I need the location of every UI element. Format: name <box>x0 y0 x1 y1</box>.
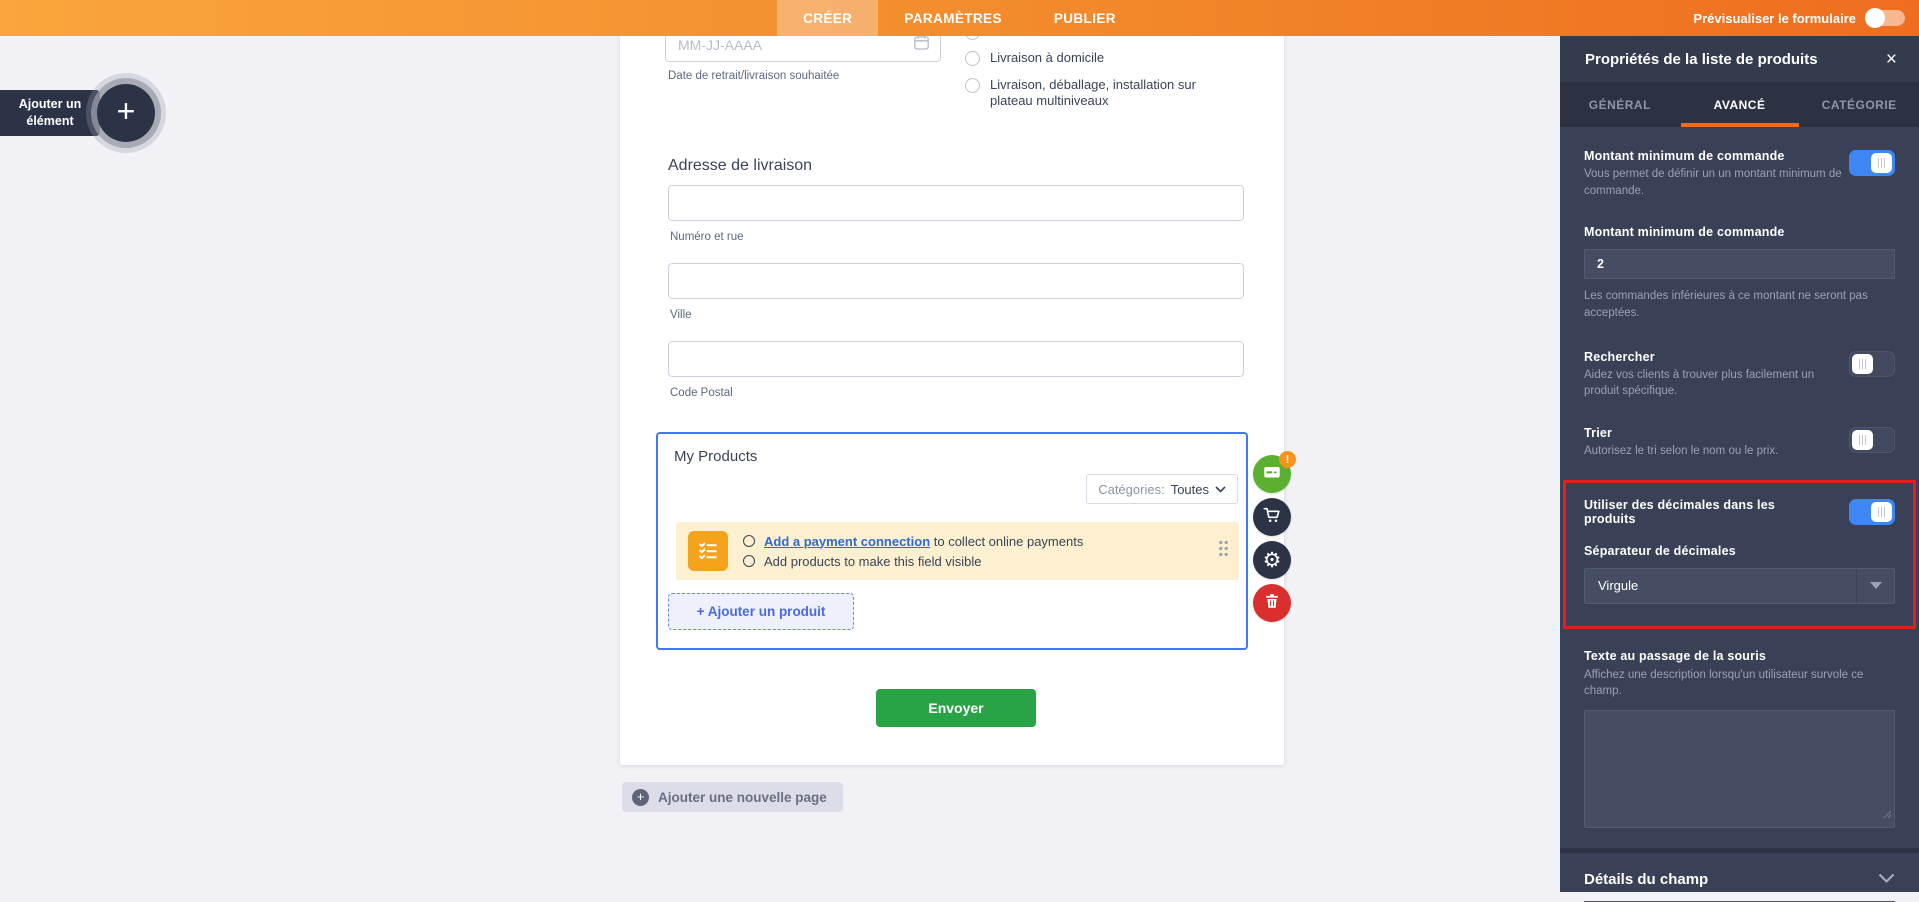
delete-button[interactable] <box>1253 584 1291 622</box>
chevron-down-icon <box>1878 870 1895 888</box>
submit-button[interactable]: Envoyer <box>876 689 1036 727</box>
preview-form-control <box>1693 0 1907 36</box>
resize-handle-icon[interactable] <box>1883 806 1892 824</box>
search-toggle[interactable] <box>1849 351 1895 377</box>
trash-icon <box>1263 592 1281 615</box>
warning-line-1-rest: to collect online payments <box>930 533 1084 549</box>
warning-line-2: Add products to make this field visible <box>764 553 982 569</box>
delivery-options-group <box>965 24 1223 119</box>
min-order-amount-label: Montant minimum de commande <box>1584 225 1785 240</box>
product-list-icon <box>688 531 728 571</box>
sort-toggle-label: Trier <box>1584 426 1613 441</box>
add-new-page-button[interactable] <box>622 782 843 812</box>
add-payment-connection-link[interactable]: Add a payment connection <box>764 533 931 549</box>
tab-parametres[interactable]: PARAMÈTRES <box>904 10 1002 26</box>
decimals-toggle-label: Utiliser des décimales dans les produits <box>1584 497 1776 526</box>
min-order-amount-input[interactable]: 2 <box>1584 249 1895 279</box>
topbar <box>0 0 1919 36</box>
cart-icon <box>1262 505 1282 530</box>
date-placeholder: MM-JJ-AAAA <box>678 37 762 53</box>
tab-categorie[interactable]: CATÉGORIE <box>1821 97 1897 112</box>
sort-toggle-description: Autorisez le tri selon le nom ou le prix. <box>1584 445 1779 458</box>
product-list-title: My Products <box>674 448 758 465</box>
tab-publier[interactable]: PUBLIER <box>1053 10 1116 26</box>
calendar-icon <box>913 34 930 56</box>
radio-option[interactable] <box>965 77 1223 110</box>
street-sublabel: Numéro et rue <box>670 231 744 243</box>
tab-avance[interactable]: AVANCÉ <box>1680 82 1800 127</box>
payment-warning-banner <box>676 522 1239 580</box>
warning-badge: ! <box>1279 451 1296 468</box>
form-canvas <box>620 28 1284 765</box>
payment-card-icon <box>1262 462 1282 487</box>
min-order-amount-section <box>1584 225 1895 321</box>
preview-form-label: Prévisualiser le formulaire <box>1693 10 1856 26</box>
chevron-down-icon <box>1215 480 1226 498</box>
add-product-button[interactable]: + Ajouter un produit <box>668 593 854 630</box>
radio-label: Livraison, déballage, installation sur plateau multiniveaux <box>990 76 1196 108</box>
sort-toggle-section <box>1584 426 1895 460</box>
radio-option[interactable] <box>965 50 1223 66</box>
add-element-label: Ajouter un élément <box>0 90 100 136</box>
search-toggle-section <box>1584 350 1895 400</box>
radio-label: Livraison à domicile <box>990 50 1105 66</box>
categories-filter-label: Catégories: <box>1098 481 1165 497</box>
tab-creer[interactable]: CRÉER <box>777 0 878 36</box>
hover-text-input[interactable] <box>1584 710 1895 828</box>
bullet-circle-icon <box>743 535 755 547</box>
products-button[interactable] <box>1253 498 1291 536</box>
field-details-label: Détails du champ <box>1584 870 1709 888</box>
min-order-toggle-label: Montant minimum de commande <box>1584 149 1785 163</box>
street-input[interactable] <box>668 185 1244 221</box>
search-toggle-description: Aidez vos clients à trouver plus facilement un produit spécifique. <box>1584 368 1815 398</box>
decimal-separator-value: Virgule <box>1598 577 1639 593</box>
min-order-toggle[interactable] <box>1849 150 1895 176</box>
postal-code-sublabel: Code Postal <box>670 387 733 399</box>
sort-toggle[interactable] <box>1849 427 1895 453</box>
product-list-field[interactable] <box>656 432 1248 650</box>
date-sublabel: Date de retrait/livraison souhaitée <box>668 70 840 82</box>
close-icon[interactable]: × <box>1885 48 1897 70</box>
decimal-separator-label: Séparateur de décimales <box>1584 543 1736 558</box>
warning-text-block <box>743 534 1083 569</box>
plus-icon[interactable] <box>97 84 155 142</box>
radio-circle-icon[interactable] <box>965 78 980 93</box>
payment-connection-button[interactable] <box>1253 455 1291 493</box>
panel-header <box>1560 36 1919 82</box>
properties-panel <box>1560 36 1919 892</box>
hover-text-label: Texte au passage de la souris <box>1584 648 1767 663</box>
preview-form-toggle[interactable] <box>1865 8 1907 28</box>
min-order-toggle-section <box>1584 149 1895 199</box>
city-sublabel: Ville <box>670 309 692 321</box>
warning-line-1 <box>764 534 1083 549</box>
categories-filter-select[interactable] <box>1086 474 1238 504</box>
settings-button[interactable] <box>1253 541 1291 579</box>
address-heading: Adresse de livraison <box>668 157 813 174</box>
topbar-tabs <box>0 0 1919 36</box>
city-input[interactable] <box>668 263 1244 299</box>
panel-tabs <box>1560 82 1919 127</box>
categories-filter-value: Toutes <box>1170 481 1209 497</box>
decimal-separator-select[interactable] <box>1584 568 1895 604</box>
dropdown-arrow-cell[interactable] <box>1856 569 1894 603</box>
field-details-expander[interactable] <box>1584 853 1895 902</box>
hover-text-description: Affichez une description lorsqu'un utilisateur survole ce champ. <box>1584 668 1864 698</box>
tab-general[interactable]: GÉNÉRAL <box>1588 97 1651 112</box>
min-order-toggle-description: Vous permet de définir un un montant minimum de commande. <box>1584 168 1842 197</box>
plus-circle-icon <box>632 789 649 806</box>
caret-down-icon <box>1870 582 1882 589</box>
postal-code-input[interactable] <box>668 341 1244 377</box>
gear-icon: ⚙ <box>1262 548 1282 572</box>
radio-circle-icon[interactable] <box>965 51 980 66</box>
highlight-red-box <box>1563 480 1916 629</box>
panel-content <box>1560 149 1919 902</box>
hover-text-section <box>1584 649 1895 828</box>
field-action-toolbar <box>1253 455 1291 622</box>
decimals-toggle[interactable] <box>1849 499 1895 525</box>
panel-title: Propriétés de la liste de produits <box>1585 50 1818 68</box>
min-order-amount-description: Les commandes inférieures à ce montant ne seront pas acceptées. <box>1584 290 1868 320</box>
toggle-knob <box>1865 8 1885 28</box>
bullet-circle-icon <box>743 555 755 567</box>
drag-handle-icon[interactable] <box>1218 540 1229 562</box>
search-toggle-label: Rechercher <box>1584 349 1655 364</box>
add-new-page-label: Ajouter une nouvelle page <box>658 789 827 805</box>
